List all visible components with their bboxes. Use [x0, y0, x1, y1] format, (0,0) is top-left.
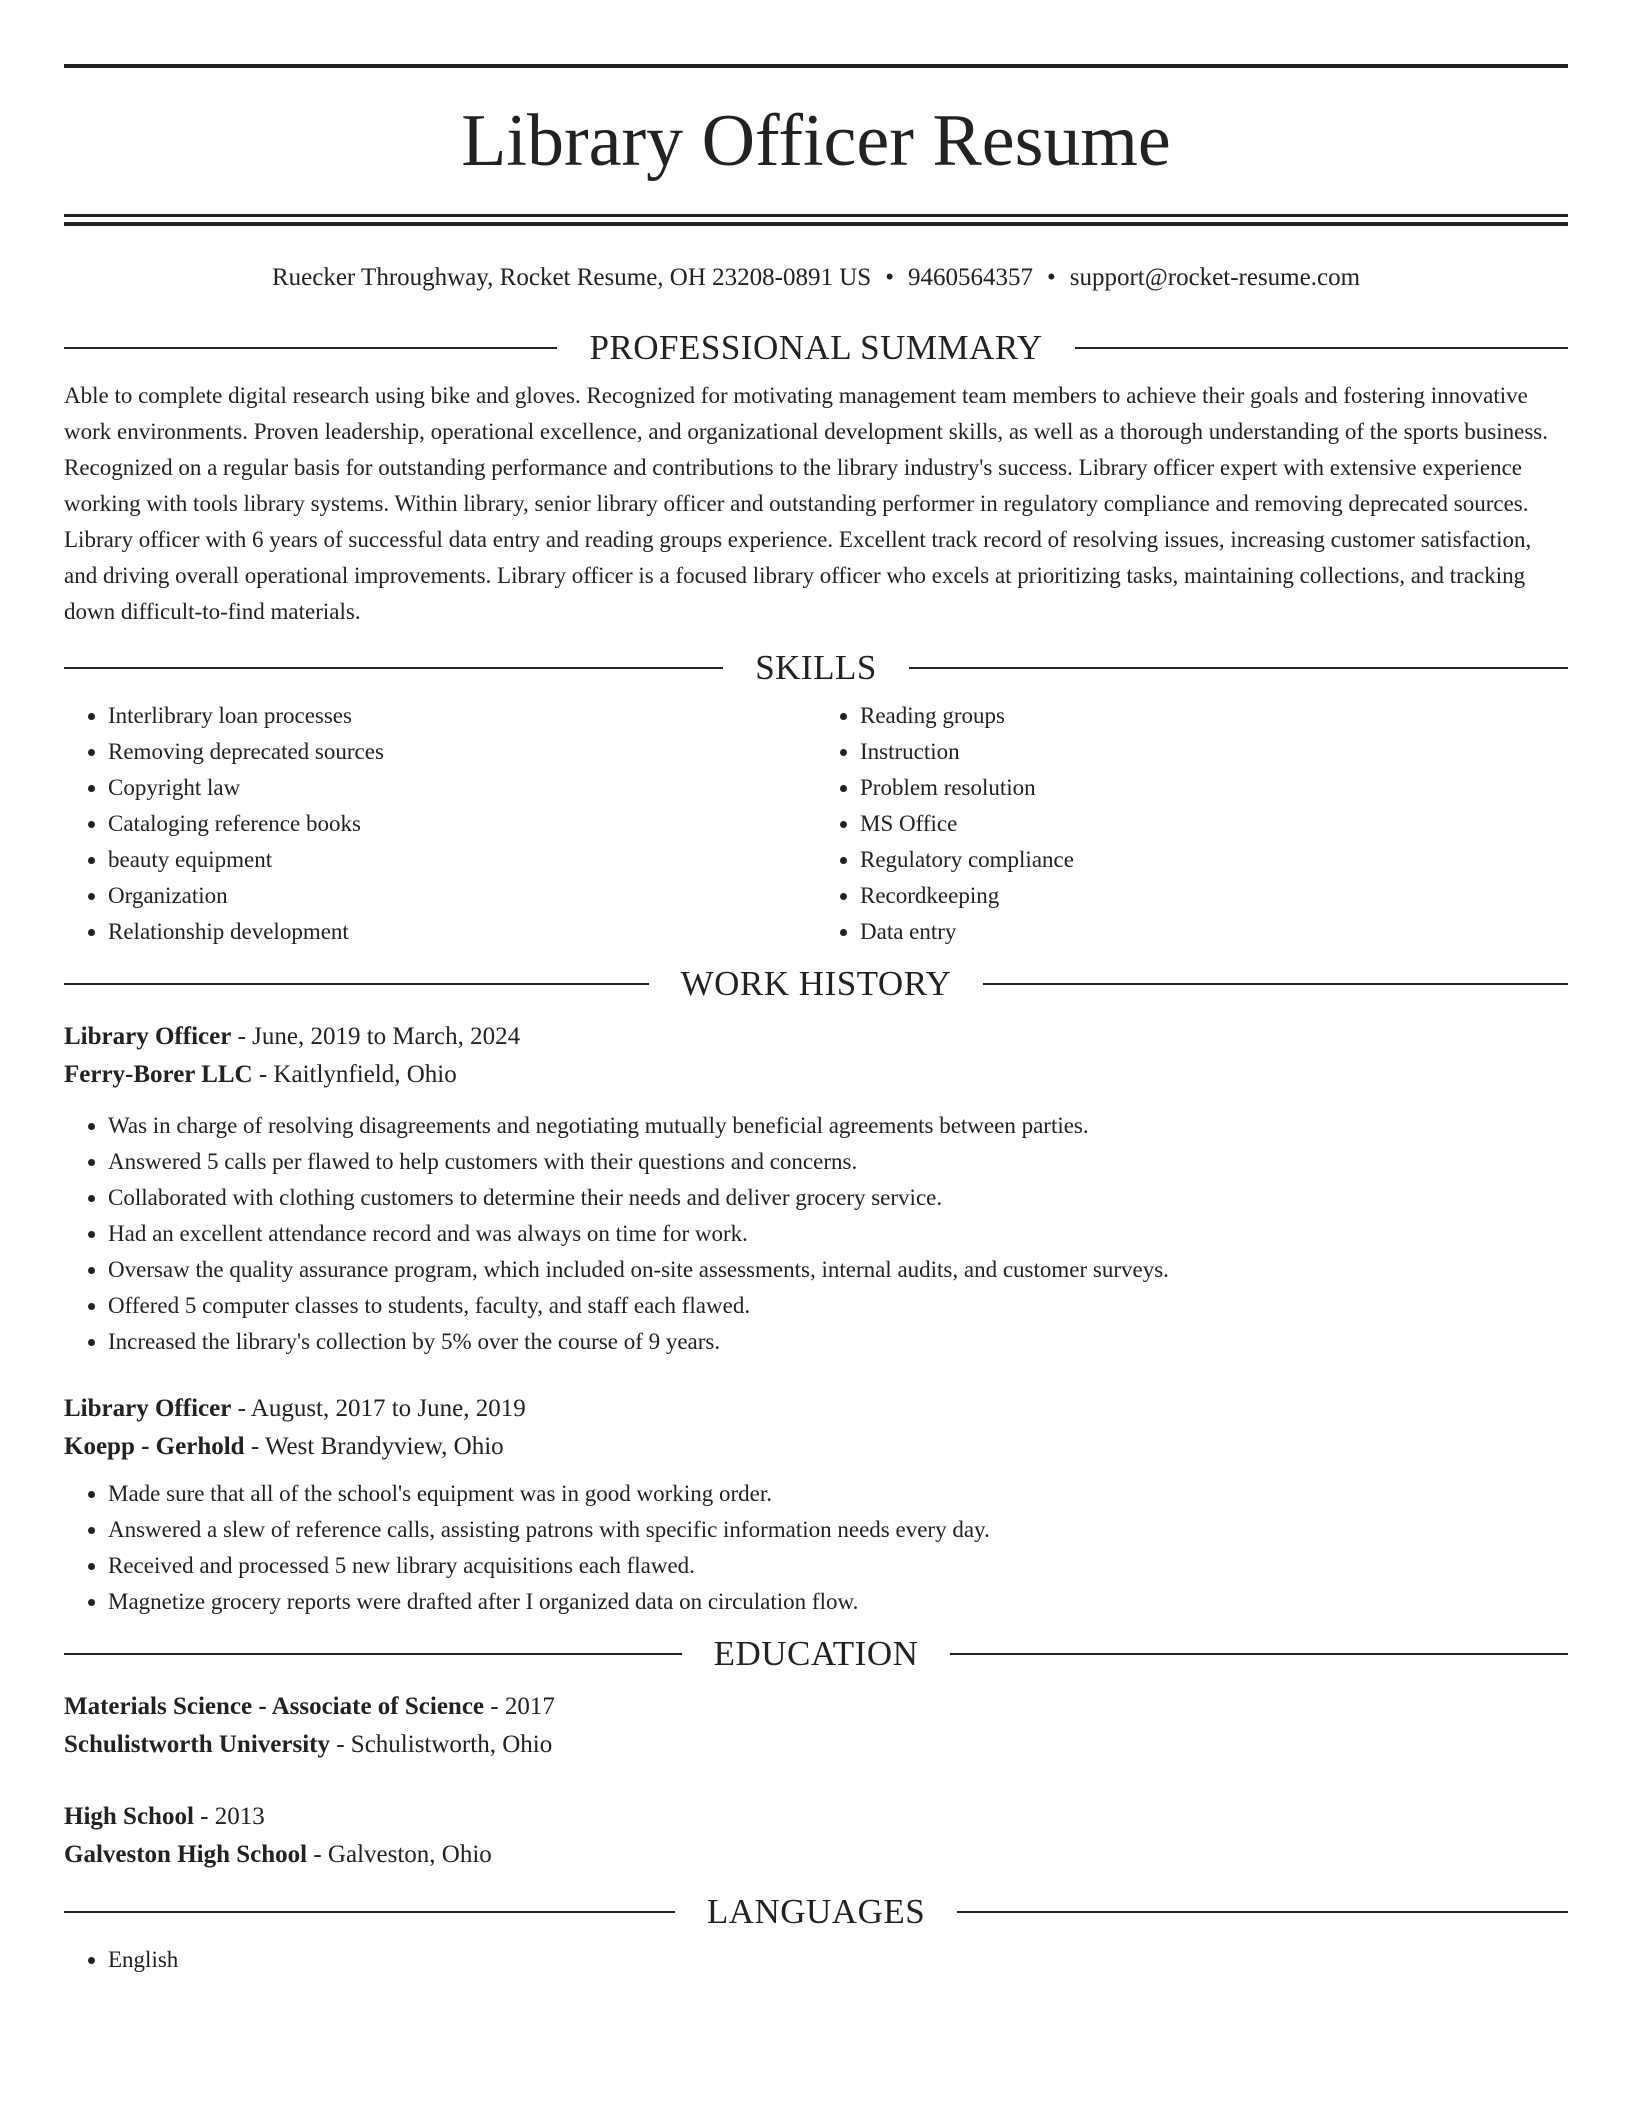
- contact-phone: 9460564357: [907, 264, 1033, 291]
- job-entry: [64, 1018, 1568, 1360]
- heading-rule: [957, 1911, 1568, 1913]
- education-degree: High School: [64, 1803, 194, 1830]
- skills-column-left: [64, 698, 816, 950]
- job-duty: • Answered 5 calls per flawed to help customers with their questions and concerns.: [108, 1144, 1568, 1180]
- education-section-heading: [64, 1634, 1568, 1674]
- contact-separator: •: [885, 264, 894, 291]
- skill-item: • Relationship development: [108, 914, 816, 950]
- languages-section-heading: [64, 1892, 1568, 1932]
- skill-item: • Organization: [108, 878, 816, 914]
- job-location: - West Brandyview, Ohio: [244, 1433, 504, 1460]
- skill-item: • Removing deprecated sources: [108, 734, 816, 770]
- job-duty: • Magnetize grocery reports were drafted after I organized data on circulation flow.: [108, 1584, 1568, 1620]
- heading-rule: [64, 347, 557, 349]
- skills-column-right: [816, 698, 1568, 950]
- job-title-line: [64, 1018, 1568, 1056]
- job-dates: - August, 2017 to June, 2019: [231, 1395, 526, 1422]
- job-duty: • Increased the library's collection by 5% over the course of 9 years.: [108, 1324, 1568, 1360]
- skill-item: • Regulatory compliance: [860, 842, 1568, 878]
- job-company-line: [64, 1056, 1568, 1094]
- job-duty: • Had an excellent attendance record and was always on time for work.: [108, 1216, 1568, 1252]
- languages-list: [64, 1942, 1568, 1978]
- skill-item: • Copyright law: [108, 770, 816, 806]
- job-duty: • Oversaw the quality assurance program, which included on-site assessments, internal audits, and customer surveys.: [108, 1252, 1568, 1288]
- languages-heading-label: LANGUAGES: [706, 1892, 926, 1931]
- job-company: Ferry-Borer LLC: [64, 1061, 253, 1088]
- skills-section-heading: [64, 648, 1568, 688]
- work-section-heading: [64, 964, 1568, 1004]
- skill-item: • MS Office: [860, 806, 1568, 842]
- heading-rule: [950, 1653, 1568, 1655]
- skill-item: • Data entry: [860, 914, 1568, 950]
- contact-email: support@rocket-resume.com: [1069, 264, 1361, 291]
- heading-rule: [64, 667, 723, 669]
- top-rule: [64, 64, 1568, 68]
- education-year: - 2017: [484, 1693, 555, 1720]
- skills-heading-label: SKILLS: [755, 648, 877, 687]
- job-title: Library Officer: [64, 1395, 232, 1422]
- job-duty: • Answered a slew of reference calls, assisting patrons with specific information needs every day.: [108, 1512, 1568, 1548]
- education-school: Galveston High School: [64, 1841, 308, 1868]
- education-school-line: [64, 1726, 1568, 1764]
- education-degree-line: [64, 1798, 1568, 1836]
- job-duties: [64, 1108, 1568, 1360]
- job-dates: - June, 2019 to March, 2024: [231, 1023, 521, 1050]
- summary-text: Able to complete digital research using bike and gloves. Recognized for motivating management team members to achieve their goals and fostering innovative work environments. Proven leadership, operational excellence, and organizational development skills, as well as a thorough understanding of the sports business. Recognized on a regular basis for outstanding performance and contributions to the library industry's success. Library officer expert with extensive experience working with tools library systems. Within library, senior library officer and outstanding performer in regulatory compliance and removing deprecated sources. Library officer with 6 years of successful data entry and reading groups experience. Excellent track record of resolving issues, increasing customer satisfaction, and driving overall operational improvements. Library officer is a focused library officer who excels at prioritizing tasks, maintaining collections, and tracking down difficult-to-find materials.: [64, 383, 1548, 624]
- education-location: - Galveston, Ohio: [307, 1841, 492, 1868]
- job-title: Library Officer: [64, 1023, 232, 1050]
- education-school-line: [64, 1836, 1568, 1874]
- skill-item: • Cataloging reference books: [108, 806, 816, 842]
- heading-rule: [1075, 347, 1568, 349]
- heading-rule: [983, 983, 1568, 985]
- job-duty: • Made sure that all of the school's equipment was in good working order.: [108, 1476, 1568, 1512]
- job-duties: [64, 1476, 1568, 1620]
- education-degree-line: [64, 1688, 1568, 1726]
- job-duty: • Received and processed 5 new library acquisitions each flawed.: [108, 1548, 1568, 1584]
- education-year: - 2013: [193, 1803, 265, 1830]
- summary-heading-label: PROFESSIONAL SUMMARY: [589, 328, 1043, 367]
- skill-item: • Problem resolution: [860, 770, 1568, 806]
- job-title-line: [64, 1390, 1568, 1428]
- contact-separator: •: [1046, 264, 1056, 291]
- skill-item: • Recordkeeping: [860, 878, 1568, 914]
- contact-address: Ruecker Throughway, Rocket Resume, OH 23208-0891 US: [271, 264, 872, 291]
- education-entry: [64, 1798, 1568, 1874]
- job-entry: [64, 1390, 1568, 1620]
- job-location: - Kaitlynfield, Ohio: [252, 1061, 457, 1088]
- resume-page: [64, 64, 1568, 1978]
- education-entry: [64, 1688, 1568, 1764]
- language-item: • English: [108, 1942, 1568, 1978]
- skills-list: [64, 698, 1568, 950]
- contact-line: [64, 260, 1568, 296]
- heading-rule: [64, 1653, 682, 1655]
- education-school: Schulistworth University: [64, 1731, 330, 1758]
- summary-section-heading: [64, 328, 1568, 368]
- work-heading-label: WORK HISTORY: [680, 964, 952, 1003]
- job-duty: • Collaborated with clothing customers to determine their needs and deliver grocery service.: [108, 1180, 1568, 1216]
- skill-item: • beauty equipment: [108, 842, 816, 878]
- heading-rule: [909, 667, 1568, 669]
- page-title: Library Officer Resume: [461, 100, 1171, 182]
- skill-item: • Interlibrary loan processes: [108, 698, 816, 734]
- skill-item: • Instruction: [860, 734, 1568, 770]
- job-company: Koepp - Gerhold: [64, 1433, 245, 1460]
- job-company-line: [64, 1428, 1568, 1466]
- education-location: - Schulistworth, Ohio: [329, 1731, 553, 1758]
- education-heading-label: EDUCATION: [713, 1634, 919, 1673]
- job-duty: • Was in charge of resolving disagreements and negotiating mutually beneficial agreements between parties.: [108, 1108, 1568, 1144]
- job-duty: • Offered 5 computer classes to students, faculty, and staff each flawed.: [108, 1288, 1568, 1324]
- title-double-rule: [64, 214, 1568, 226]
- heading-rule: [64, 1911, 675, 1913]
- skill-item: • Reading groups: [860, 698, 1568, 734]
- education-degree: Materials Science - Associate of Science: [64, 1693, 485, 1720]
- heading-rule: [64, 983, 649, 985]
